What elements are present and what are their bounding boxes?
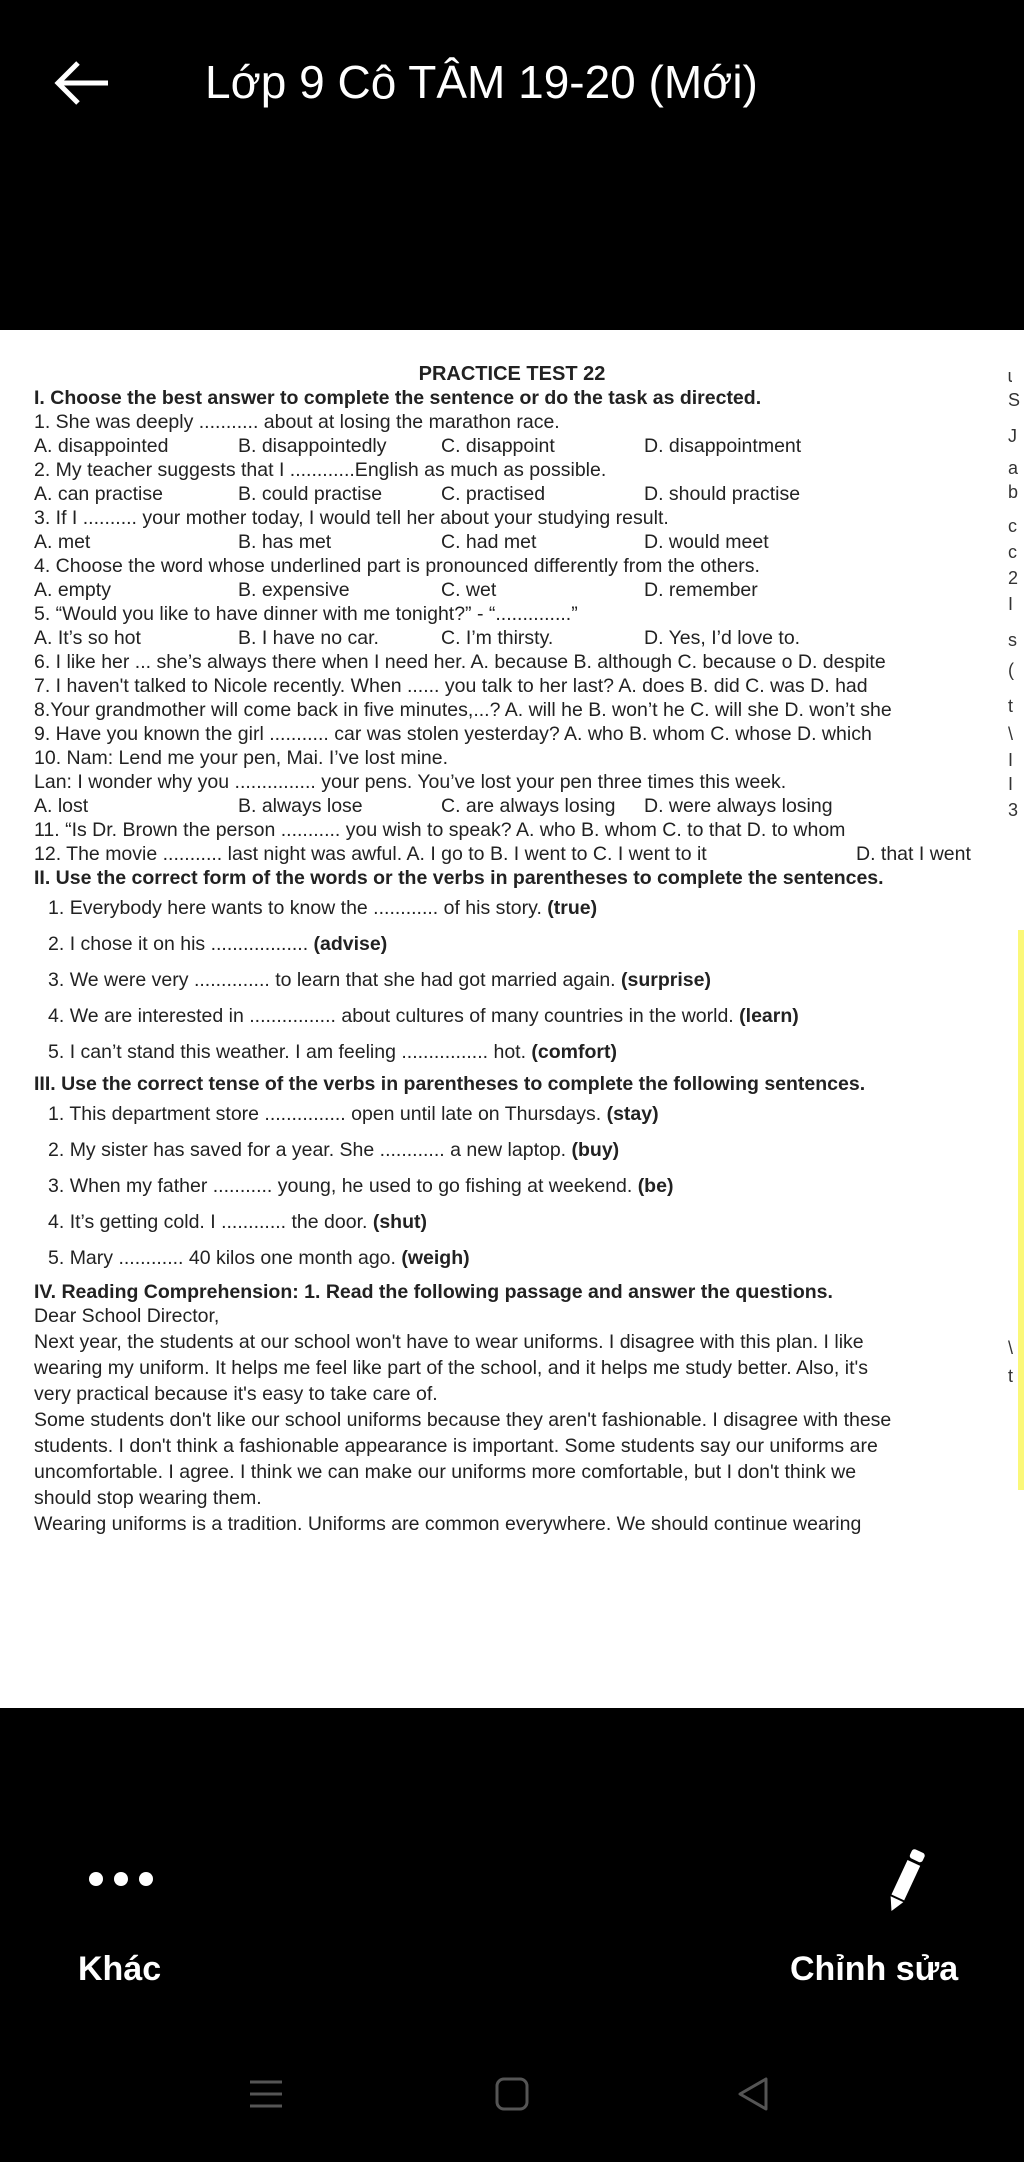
- passage-line: wearing my uniform. It helps me feel like part of the school, and it helps me study better. Also, it's: [34, 1357, 868, 1379]
- document-image: PRACTICE TEST 22 I. Choose the best answer to complete the sentence or do the task as directed. 1. She was deeply ........... about at losing the marathon race. A. disappointed B. disappointedly C. disappoint D. disappointment 2. My teacher suggests that I ............English as much as possible. A. can practise B. could practise C. practised D. should practise 3. If I .......... your mother today, I would tell her about your studying result. A. met B. has met C. had met D. would meet 4. Choose the word whose underlined part is pronounced differently from the others. A. empty B. expensive C. wet D. remember 5. “Would you like to have dinner with me tonight?” - “..............” A. It’s so hot B. I have no car. C. I’m thirsty. D. Yes, I’d love to. 6. I like her ... she’s always there when I need her. A. because B. although C. because o D. despite 7. I haven't talked to Nicole recently. When ...... you talk to her last? A. does B. did C. was D. had 8.Your grandmother will come back in five minutes,...? A. will he B. won’t he C. will she D. won’t she 9. Have you known the girl ........... car was stolen yesterday? A. who B. whom C. whose D. which 10. Nam: Lend me your pen, Mai. I’ve lost mine. Lan: I wonder why you ............... your pens. You’ve lost your pen three times this week. A. lost B. always lose C. are always losing D. were always losing 11. “Is Dr. Brown the person ........... you wish to speak? A. who B. whom C. to that D. to whom 12. The movie ........... last night was awful. A. I go to B. I went to C. I went to it D. that I went II. Use the correct form of the words or the verbs in parentheses to complete the sentences. 1. Everybody here wants to know the ............ of his story. (true) 2. I chose it on his .................. (advise) 3. We were very .............. to learn that she had got married again. (surprise) 4. We are interested in ................ about cultures of many countries in the world. (learn) 5. I can’t stand this weather. I am feeling ................ hot. (comfort) III. Use the correct tense of the verbs in parentheses to complete the following sentences. 1. This department store ............... open until late on Thursdays. (stay) 2. My sister has saved for a year. She ............ a new laptop. (buy) 3. When my father ........... young, he used to go fishing at weekend. (be) 4. It’s getting cold. I ............ the door. (shut) 5. Mary ............ 40 kilos one month ago. (weigh) IV. Reading Comprehension: 1. Read the following passage and answer the questions. Dear School Director, Next year, the students at our school won't have to wear uniforms. I disagree with this plan. I like wearing my uniform. It helps me feel like part of the school, and it helps me study better. Also, it's very practical because it's easy to take care of. Some students don't like our school uniforms because they aren't fashionable. I disagree with these students. I don't think a fashionable appearance is important. Some students say our uniforms are uncomfortable. I agree. I think we can make our uniforms more comfortable, but I don't think we should stop wearing them. Wearing uniforms is a tradition. Uniforms are common everywhere. We should continue wearing ɩ S J a b c c 2 I s ( t \ I I 3 \ t: [0, 330, 1024, 1708]
- edge-letter: c: [1008, 516, 1017, 536]
- passage-line: should stop wearing them.: [34, 1487, 262, 1509]
- section3-item: 5. Mary ............ 40 kilos one month ago. (weigh): [48, 1247, 470, 1269]
- question-1: 1. She was deeply ........... about at losing the marathon race.: [34, 411, 560, 433]
- edge-letter: S: [1008, 390, 1021, 410]
- question-10: 10. Nam: Lend me your pen, Mai. I’ve lost mine.: [34, 747, 449, 769]
- edge-letter: t: [1008, 696, 1014, 716]
- edge-letter: \: [1008, 724, 1014, 744]
- question-7: 7. I haven't talked to Nicole recently. When ...... you talk to her last? A. does B. did C. was D. had: [34, 675, 868, 697]
- letter-greeting: Dear School Director,: [34, 1305, 220, 1327]
- section2-item: 2. I chose it on his .................. (advise): [48, 933, 388, 955]
- more-button[interactable]: Khác: [78, 1950, 162, 1988]
- edge-letter: I: [1008, 750, 1014, 770]
- more-dots-icon[interactable]: [86, 1864, 156, 1894]
- section2-heading: II. Use the correct form of the words or the verbs in parentheses to complete the sentences.: [34, 867, 884, 889]
- highlight-strip: [1018, 930, 1024, 1490]
- edit-button[interactable]: Chỉnh sửa: [790, 1950, 959, 1988]
- question-9: 9. Have you known the girl ........... car was stolen yesterday? A. who B. whom C. whose D. which: [34, 723, 872, 745]
- passage-line: uncomfortable. I agree. I think we can make our uniforms more comfortable, but I don't think we: [34, 1461, 857, 1483]
- section2-item: 5. I can’t stand this weather. I am feeling ................ hot. (comfort): [48, 1041, 617, 1063]
- question-3: 3. If I .......... your mother today, I would tell her about your studying result.: [34, 507, 669, 529]
- question-2: 2. My teacher suggests that I ............English as much as possible.: [34, 459, 607, 481]
- page-title: Lớp 9 Cô TÂM 19-20 (Mới): [205, 56, 758, 108]
- question-6: 6. I like her ... she’s always there when I need her. A. because B. although C. because o D. despite: [34, 651, 886, 673]
- section2-item: 1. Everybody here wants to know the ............ of his story. (true): [48, 897, 598, 919]
- pen-icon[interactable]: [880, 1848, 930, 1916]
- passage-line: Wearing uniforms is a tradition. Uniforms are common everywhere. We should continue wearing: [34, 1513, 862, 1535]
- passage-line: very practical because it's easy to take care of.: [34, 1383, 438, 1405]
- passage-line: Some students don't like our school uniforms because they aren't fashionable. I disagree with these: [34, 1409, 892, 1431]
- edge-letter: s: [1008, 630, 1017, 650]
- question-5: 5. “Would you like to have dinner with me tonight?” - “..............”: [34, 603, 578, 625]
- section3-item: 2. My sister has saved for a year. She ............ a new laptop. (buy): [48, 1139, 620, 1161]
- edge-letter: b: [1008, 482, 1019, 502]
- edge-letter: I: [1008, 594, 1014, 614]
- edge-letter: 2: [1008, 568, 1019, 588]
- edge-letter: a: [1008, 458, 1019, 478]
- top-bar: [0, 0, 1024, 330]
- arrow-left-icon[interactable]: [52, 58, 112, 108]
- section3-item: 3. When my father ........... young, he used to go fishing at weekend. (be): [48, 1175, 674, 1197]
- passage-line: Next year, the students at our school won't have to wear uniforms. I disagree with this plan. I like: [34, 1331, 864, 1353]
- question-12: 12. The movie ........... last night was awful. A. I go to B. I went to C. I went to it D. that I went: [34, 843, 971, 865]
- section2-item: 4. We are interested in ................ about cultures of many countries in the world. (learn): [48, 1005, 799, 1027]
- edge-letter: c: [1008, 542, 1017, 562]
- test-title: PRACTICE TEST 22: [418, 363, 606, 385]
- question-8: 8.Your grandmother will come back in five minutes,...? A. will he B. won’t he C. will she D. won’t she: [34, 699, 892, 721]
- question-4: 4. Choose the word whose underlined part is pronounced differently from the others.: [34, 555, 760, 577]
- section2-item: 3. We were very .............. to learn that she had got married again. (surprise): [48, 969, 711, 991]
- section1-heading: I. Choose the best answer to complete the sentence or do the task as directed.: [34, 387, 762, 409]
- edge-letter: \: [1008, 1338, 1014, 1358]
- edge-letter: J: [1008, 426, 1017, 446]
- section3-heading: III. Use the correct tense of the verbs in parentheses to complete the following sentences.: [34, 1073, 866, 1095]
- edge-letter: ɩ: [1008, 366, 1012, 386]
- section3-item: 1. This department store ............... open until late on Thursdays. (stay): [48, 1103, 659, 1125]
- nav-back-icon[interactable]: [736, 2076, 772, 2112]
- question-11: 11. “Is Dr. Brown the person ........... you wish to speak? A. who B. whom C. to that D. to whom: [34, 819, 846, 841]
- edge-letter: t: [1008, 1366, 1014, 1386]
- home-icon[interactable]: [494, 2076, 530, 2112]
- section4-heading: IV. Reading Comprehension: 1. Read the following passage and answer the questions.: [34, 1281, 833, 1303]
- passage-line: students. I don't think a fashionable appearance is important. Some students say our uniforms are: [34, 1435, 878, 1457]
- edge-letter: (: [1008, 660, 1014, 680]
- question-10-lan: Lan: I wonder why you ............... your pens. You’ve lost your pen three times this week.: [34, 771, 787, 793]
- edge-letter: I: [1008, 774, 1014, 794]
- edge-letter: 3: [1008, 800, 1019, 820]
- recent-apps-icon[interactable]: [248, 2076, 284, 2112]
- section3-item: 4. It’s getting cold. I ............ the door. (shut): [48, 1211, 427, 1233]
